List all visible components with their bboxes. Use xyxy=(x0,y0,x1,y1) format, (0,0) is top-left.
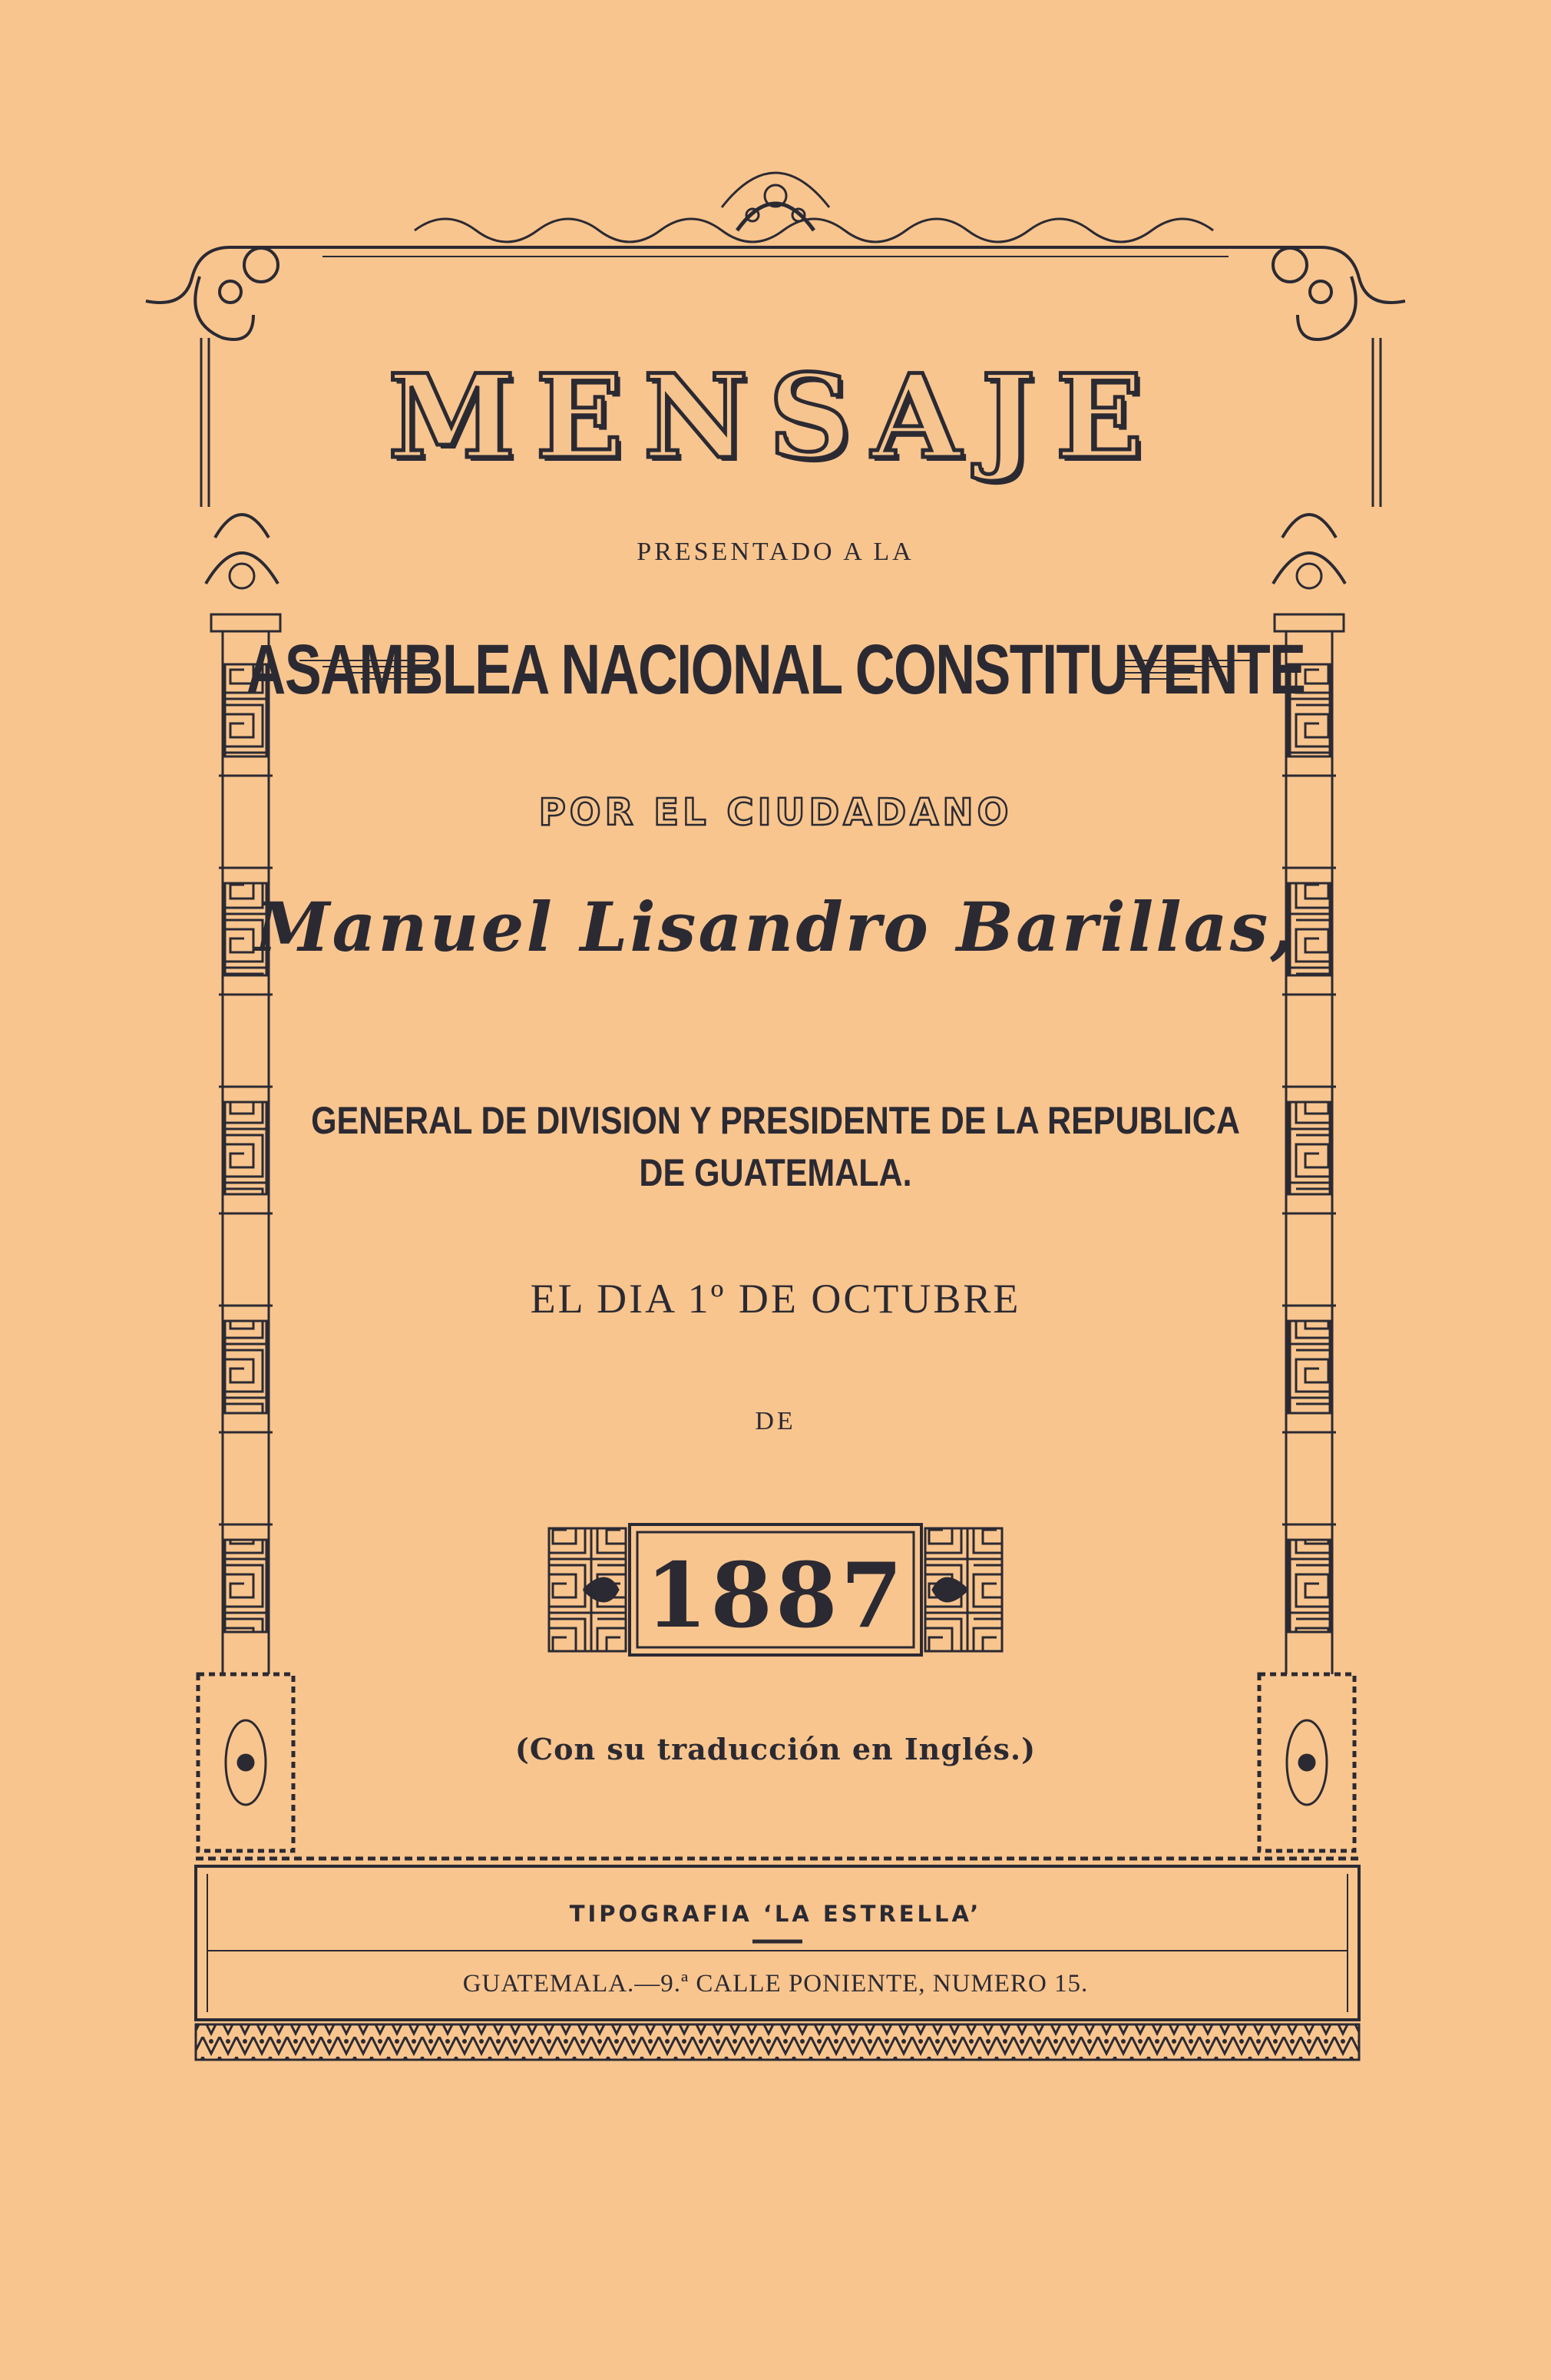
assembly-name: ASAMBLEA NACIONAL CONSTITUYENTE xyxy=(246,631,1305,709)
de-label: DE xyxy=(755,1407,796,1435)
by-citizen: POR EL CIUDADANO xyxy=(538,791,1013,834)
top-left-scroll xyxy=(146,247,322,339)
author-name: Manuel Lisandro Barillas, xyxy=(255,887,1296,967)
office-line-1: GENERAL DE DIVISION Y PRESIDENTE DE LA REPUBLICA xyxy=(311,1099,1240,1142)
top-right-scroll xyxy=(1229,247,1405,339)
printer-name: TIPOGRAFIA ‘LA ESTRELLA’ xyxy=(569,1901,982,1927)
year: 1887 xyxy=(645,1544,906,1648)
office-line-2: DE GUATEMALA. xyxy=(639,1151,912,1194)
top-ornament xyxy=(322,173,1229,257)
printer-address: GUATEMALA.—9.ª CALLE PONIENTE, NUMERO 15. xyxy=(462,1970,1089,1998)
date-line: EL DIA 1º DE OCTUBRE xyxy=(530,1276,1021,1322)
printer-box xyxy=(196,1859,1359,2060)
translation-note: (Con su traducción en Inglés.) xyxy=(514,1732,1037,1766)
title: MENSAJE xyxy=(388,349,1163,485)
presented-to: PRESENTADO A LA xyxy=(637,538,914,566)
